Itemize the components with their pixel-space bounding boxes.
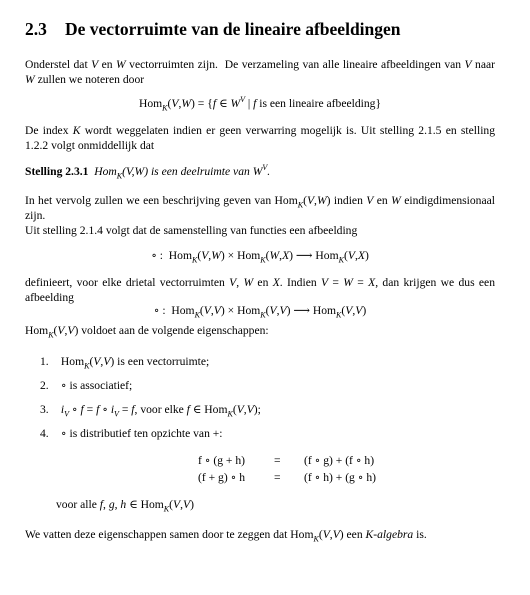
equation-rhs: (f ∘ g) + (f ∘ h)	[304, 454, 375, 467]
paragraph-eigenschappen: Hom$_K$(V,V) voldoet aan de volgende eigenschappen:	[25, 324, 269, 340]
section-title: De vectorruimte van de lineaire afbeeldingen	[65, 19, 401, 39]
list-item-number: 2.	[40, 379, 49, 392]
theorem-statement: Hom$_K$(V,W) is een deelruimte van $W^V$.	[94, 163, 271, 181]
list-item-number: 1.	[40, 355, 49, 368]
list-item-text: ∘ is associatief;	[60, 379, 133, 392]
paragraph-samenstelling: Uit stelling 2.1.4 volgt dat de samenstelling van functies een afbeelding	[25, 224, 358, 237]
distributivity-equations	[198, 454, 398, 490]
equation-rhs: (f ∘ h) + (g ∘ h)	[304, 471, 376, 484]
equation-lhs: f ∘ (g + h)	[198, 454, 245, 467]
list-item	[40, 427, 223, 442]
theorem-2-3-1	[25, 165, 495, 180]
equation-lhs: (f + g) ∘ h	[198, 471, 245, 484]
section-heading	[25, 18, 401, 40]
paragraph-vervolg: In het vervolg zullen we een beschrijving geven van Hom$_K$(V,W) indien V en W eindigdimensionaal zijn.	[25, 194, 495, 222]
section-number: 2.3	[25, 19, 47, 39]
paragraph-conclusion: We vatten deze eigenschappen samen door te zeggen dat Hom$_K$(V,V) een K-algebra is.	[25, 528, 427, 544]
list-item-text: ∘ is distributief ten opzichte van +:	[60, 427, 223, 440]
theorem-label: Stelling 2.3.1	[25, 165, 89, 178]
equation-composition-endo: ∘ : Hom$_K$(V,V) × Hom$_K$(V,V) ⟶ Hom$_K$(V,V)	[153, 304, 367, 320]
equation-composition-general: ∘ : Hom$_K$(V,W) × Hom$_K$(W,X) ⟶ Hom$_K$(V,X)	[151, 249, 369, 265]
equation-rel: =	[274, 471, 281, 484]
equation-hom-definition: Hom$_K$(V,W) = {f ∈ $W^V$ | f is een lineaire afbeelding}	[138, 95, 382, 113]
list-item: 1. Hom$_K$(V,V) is een vectorruimte;	[40, 355, 210, 371]
list-item-number: 3.	[40, 403, 49, 416]
list-item	[40, 379, 132, 394]
equation-rel: =	[274, 454, 281, 467]
list-item: 3. $i_V$ ∘ f = f ∘ $i_V = f$, voor elke f ∈ Hom$_K$(V,V);	[40, 403, 261, 419]
list-item-number: 4.	[40, 427, 49, 440]
paragraph-index: De index K wordt weggelaten indien er geen verwarring mogelijk is. Uit stelling 2.1.5 en stelling 1.2.2 volgt onmiddellijk dat	[25, 124, 496, 152]
paragraph-drietal: definieert, voor elke drietal vectorruimten V, W en X. Indien V = W = X, dan krijgen we dus een afbeelding	[25, 276, 495, 304]
forall-clause: voor alle f, g, h ∈ Hom$_K$(V,V)	[56, 498, 194, 514]
paragraph-intro: Onderstel dat V en W vectorruimten zijn. De verzameling van alle lineaire afbeeldingen van V naar W zullen we noteren door	[25, 58, 495, 86]
